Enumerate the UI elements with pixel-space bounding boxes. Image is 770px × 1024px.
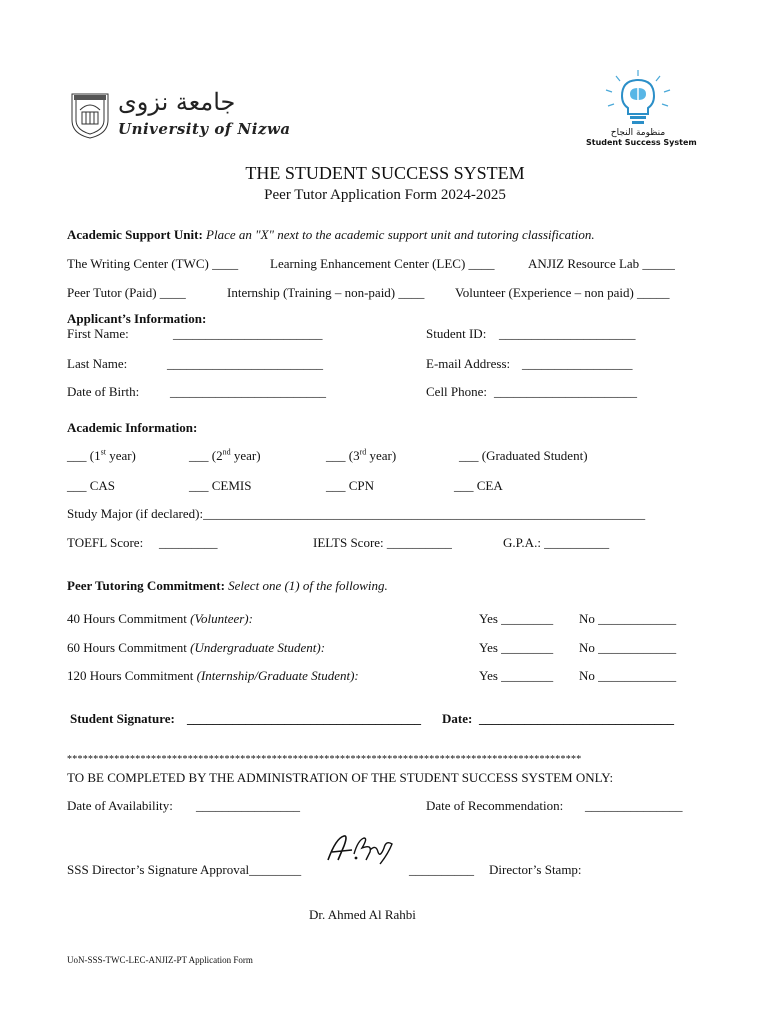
student-signature-label: Student Signature: <box>70 711 175 726</box>
availability-label: Date of Availability: <box>67 798 173 813</box>
recommendation-label: Date of Recommendation: <box>426 798 564 813</box>
director-signature-image <box>322 830 398 870</box>
commitment-120-yes[interactable]: Yes ________ <box>479 668 554 683</box>
support-unit-line <box>67 227 595 243</box>
director-signature-approval[interactable]: SSS Director’s Signature Approval________ <box>67 862 302 877</box>
university-logo <box>68 88 291 140</box>
internship-option[interactable]: Internship (Training – non-paid) ____ <box>227 285 425 300</box>
page-subtitle: Peer Tutor Application Form 2024-2025 <box>264 187 506 203</box>
director-name: Dr. Ahmed Al Rahbi <box>309 907 416 922</box>
applicant-heading: Applicant’s Information: <box>67 311 207 326</box>
lec-option[interactable]: Learning Enhancement Center (LEC) ____ <box>270 256 495 271</box>
graduated-option[interactable]: ___ (Graduated Student) <box>459 448 588 463</box>
cell-label: Cell Phone: <box>426 384 488 399</box>
commitment-40-yes[interactable]: Yes ________ <box>479 611 554 626</box>
toefl-label: TOEFL Score: <box>67 535 144 550</box>
support-unit-instruction: Place an "X" next to the academic support unit and tutoring classification. <box>206 227 595 242</box>
paid-option[interactable]: Peer Tutor (Paid) ____ <box>67 285 186 300</box>
dob-label: Date of Birth: <box>67 384 140 399</box>
gpa-field[interactable]: G.P.A.: __________ <box>503 535 610 550</box>
anjiz-option[interactable]: ANJIZ Resource Lab _____ <box>528 256 675 271</box>
cas-option[interactable]: ___ CAS <box>67 478 116 493</box>
brain-bulb-icon <box>586 68 690 126</box>
academic-heading: Academic Information: <box>67 420 198 435</box>
form-code-footer: UoN-SSS-TWC-LEC-ANJIZ-PT Application Form <box>67 955 253 965</box>
commitment-label: Peer Tutoring Commitment: <box>67 578 225 593</box>
student-signature-field[interactable]: ____________________________________ <box>187 711 421 726</box>
ielts-field[interactable]: IELTS Score: __________ <box>313 535 452 550</box>
study-major-field[interactable]: Study Major (if declared):____________________________________________________________________ <box>67 506 646 521</box>
support-unit-label: Academic Support Unit: <box>67 227 203 242</box>
director-stamp-label: Director’s Stamp: <box>489 862 582 877</box>
cemis-option[interactable]: ___ CEMIS <box>189 478 252 493</box>
student-id-field[interactable]: _____________________ <box>499 326 636 341</box>
sss-name-english: Student Success System <box>586 138 697 147</box>
first-name-label: First Name: <box>67 326 129 341</box>
availability-field[interactable]: ________________ <box>196 798 300 813</box>
commitment-line <box>67 578 388 594</box>
recommendation-field[interactable]: _______________ <box>585 798 683 813</box>
sss-logo <box>586 68 697 148</box>
cea-option[interactable]: ___ CEA <box>454 478 503 493</box>
sss-name-arabic: منظومة النجاح <box>610 128 666 138</box>
commitment-120-no[interactable]: No ____________ <box>579 668 677 683</box>
dob-field[interactable]: ________________________ <box>170 384 326 399</box>
third-year-option[interactable]: ___ (3rd year) <box>326 447 397 463</box>
commitment-40-label: 40 Hours Commitment (Volunteer): <box>67 611 253 626</box>
toefl-field[interactable]: _________ <box>159 535 218 550</box>
cell-field[interactable]: ______________________ <box>494 384 637 399</box>
stamp-field[interactable]: __________ <box>409 862 474 877</box>
twc-option[interactable]: The Writing Center (TWC) ____ <box>67 256 239 271</box>
last-name-field[interactable]: ________________________ <box>167 356 323 371</box>
date-field[interactable]: ______________________________ <box>479 711 674 726</box>
commitment-60-label: 60 Hours Commitment (Undergraduate Student): <box>67 640 326 655</box>
university-name-arabic: جامعة نزوى <box>118 88 236 116</box>
commitment-instruction: Select one (1) of the following. <box>228 578 388 593</box>
commitment-40-no[interactable]: No ____________ <box>579 611 677 626</box>
first-year-option[interactable]: ___ (1st year) <box>67 447 136 463</box>
last-name-label: Last Name: <box>67 356 128 371</box>
volunteer-option[interactable]: Volunteer (Experience – non paid) _____ <box>455 285 670 300</box>
second-year-option[interactable]: ___ (2nd year) <box>189 447 261 463</box>
commitment-120-label: 120 Hours Commitment (Internship/Graduate Student): <box>67 668 359 683</box>
email-field[interactable]: _________________ <box>522 356 633 371</box>
email-label: E-mail Address: <box>426 356 511 371</box>
commitment-60-no[interactable]: No ____________ <box>579 640 677 655</box>
section-divider-stars: ************************************************************************************************** <box>67 754 582 765</box>
student-id-label: Student ID: <box>426 326 487 341</box>
university-name-english: University of Nizwa <box>118 120 291 138</box>
commitment-60-yes[interactable]: Yes ________ <box>479 640 554 655</box>
date-label: Date: <box>442 711 473 726</box>
first-name-field[interactable]: _______________________ <box>173 326 323 341</box>
cpn-option[interactable]: ___ CPN <box>326 478 375 493</box>
page-title: THE STUDENT SUCCESS SYSTEM <box>245 163 525 183</box>
admin-heading: TO BE COMPLETED BY THE ADMINISTRATION OF THE STUDENT SUCCESS SYSTEM ONLY: <box>67 770 614 785</box>
